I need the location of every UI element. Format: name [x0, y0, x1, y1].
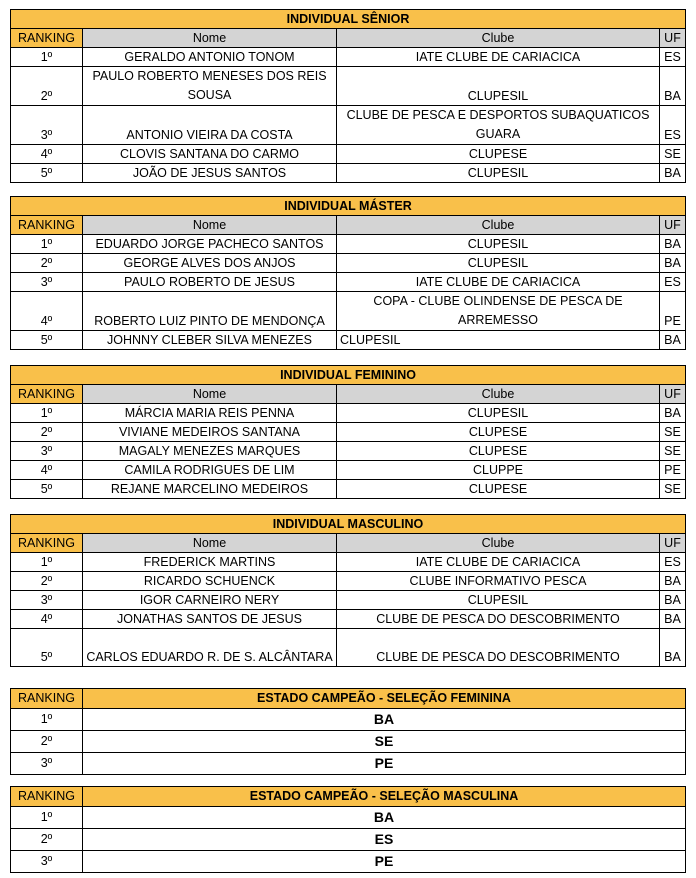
table-row	[11, 48, 686, 67]
uf-cell: BA	[660, 67, 686, 106]
uf-cell: ES	[660, 106, 686, 145]
section-title: INDIVIDUAL MÁSTER	[11, 197, 686, 216]
uf-cell: PE	[660, 292, 686, 331]
name-cell: CAMILA RODRIGUES DE LIM	[83, 461, 337, 480]
name-cell: VIVIANE MEDEIROS SANTANA	[83, 423, 337, 442]
name-cell: ROBERTO LUIZ PINTO DE MENDONÇA	[83, 292, 337, 331]
table-row	[11, 292, 686, 331]
club-cell: CLUPESIL	[337, 254, 660, 273]
col-header-ranking: RANKING	[11, 29, 83, 48]
table-row	[11, 423, 686, 442]
section-title: ESTADO CAMPEÃO - SELEÇÃO MASCULINA	[83, 787, 686, 807]
rank-cell: 4º	[11, 610, 83, 629]
club-cell: IATE CLUBE DE CARIACICA	[337, 48, 660, 67]
rank-cell: 5º	[11, 331, 83, 350]
rank-cell: 3º	[11, 442, 83, 461]
rank-cell: 2º	[11, 67, 83, 106]
club-cell: CLUBE DE PESCA DO DESCOBRIMENTO	[337, 610, 660, 629]
col-header-nome: Nome	[83, 29, 337, 48]
table-individual-feminino	[10, 365, 685, 499]
table-row	[11, 67, 686, 106]
uf-cell: BA	[660, 331, 686, 350]
table-row	[11, 404, 686, 423]
table-row	[11, 829, 686, 851]
table-estado-masculino	[10, 786, 685, 873]
table-row	[11, 851, 686, 873]
rank-cell: 1º	[11, 235, 83, 254]
table-row	[11, 164, 686, 183]
rank-cell: 5º	[11, 480, 83, 499]
table-row	[11, 254, 686, 273]
section-title: INDIVIDUAL SÊNIOR	[11, 10, 686, 29]
uf-cell: BA	[660, 235, 686, 254]
rank-cell: 3º	[11, 273, 83, 292]
table-row	[11, 610, 686, 629]
table-individual-master	[10, 196, 685, 350]
col-header-clube: Clube	[337, 534, 660, 553]
club-cell: COPA - CLUBE OLINDENSE DE PESCA DE ARREMESSO	[337, 292, 660, 331]
club-cell: CLUPESE	[337, 480, 660, 499]
table-row	[11, 480, 686, 499]
rank-cell: 5º	[11, 164, 83, 183]
col-header-uf: UF	[660, 29, 686, 48]
rank-cell: 2º	[11, 731, 83, 753]
rank-cell: 1º	[11, 404, 83, 423]
col-header-ranking: RANKING	[11, 534, 83, 553]
rank-cell: 2º	[11, 254, 83, 273]
name-cell: JOÃO DE JESUS SANTOS	[83, 164, 337, 183]
rank-cell: 3º	[11, 106, 83, 145]
col-header-ranking: RANKING	[11, 689, 83, 709]
uf-cell: PE	[660, 461, 686, 480]
uf-cell: BA	[660, 629, 686, 667]
club-cell: CLUPESIL	[337, 67, 660, 106]
col-header-uf: UF	[660, 385, 686, 404]
state-cell: PE	[83, 753, 686, 775]
table-row	[11, 331, 686, 350]
uf-cell: SE	[660, 442, 686, 461]
col-header-nome: Nome	[83, 534, 337, 553]
table-row	[11, 106, 686, 145]
col-header-ranking: RANKING	[11, 787, 83, 807]
rank-cell: 1º	[11, 709, 83, 731]
uf-cell: SE	[660, 145, 686, 164]
name-cell: CARLOS EDUARDO R. DE S. ALCÂNTARA	[83, 629, 337, 667]
table-row	[11, 553, 686, 572]
table-row	[11, 572, 686, 591]
name-cell: MÁRCIA MARIA REIS PENNA	[83, 404, 337, 423]
rank-cell: 3º	[11, 591, 83, 610]
rank-cell: 1º	[11, 553, 83, 572]
club-cell: CLUPESE	[337, 423, 660, 442]
section-title: INDIVIDUAL MASCULINO	[11, 515, 686, 534]
rank-cell: 2º	[11, 423, 83, 442]
club-cell: CLUPESIL	[337, 331, 660, 350]
club-cell: CLUPESIL	[337, 591, 660, 610]
uf-cell: BA	[660, 591, 686, 610]
col-header-ranking: RANKING	[11, 385, 83, 404]
table-estado-feminino	[10, 688, 685, 775]
name-cell: GEORGE ALVES DOS ANJOS	[83, 254, 337, 273]
table-row	[11, 629, 686, 667]
rank-cell: 1º	[11, 807, 83, 829]
table-row	[11, 461, 686, 480]
col-header-ranking: RANKING	[11, 216, 83, 235]
state-cell: SE	[83, 731, 686, 753]
name-cell: REJANE MARCELINO MEDEIROS	[83, 480, 337, 499]
rank-cell: 1º	[11, 48, 83, 67]
uf-cell: BA	[660, 254, 686, 273]
col-header-clube: Clube	[337, 385, 660, 404]
uf-cell: ES	[660, 553, 686, 572]
name-cell: RICARDO SCHUENCK	[83, 572, 337, 591]
uf-cell: SE	[660, 480, 686, 499]
uf-cell: BA	[660, 404, 686, 423]
rank-cell: 5º	[11, 629, 83, 667]
state-cell: BA	[83, 709, 686, 731]
rank-cell: 2º	[11, 572, 83, 591]
club-cell: CLUBE INFORMATIVO PESCA	[337, 572, 660, 591]
col-header-nome: Nome	[83, 216, 337, 235]
col-header-clube: Clube	[337, 216, 660, 235]
table-row	[11, 235, 686, 254]
rank-cell: 2º	[11, 829, 83, 851]
uf-cell: BA	[660, 610, 686, 629]
table-row	[11, 709, 686, 731]
table-individual-masculino	[10, 514, 685, 667]
uf-cell: SE	[660, 423, 686, 442]
col-header-uf: UF	[660, 534, 686, 553]
name-cell: PAULO ROBERTO DE JESUS	[83, 273, 337, 292]
section-title: ESTADO CAMPEÃO - SELEÇÃO FEMININA	[83, 689, 686, 709]
table-row	[11, 145, 686, 164]
col-header-uf: UF	[660, 216, 686, 235]
table-row	[11, 273, 686, 292]
table-row	[11, 753, 686, 775]
name-cell: IGOR CARNEIRO NERY	[83, 591, 337, 610]
table-row	[11, 442, 686, 461]
state-cell: BA	[83, 807, 686, 829]
club-cell: CLUPESIL	[337, 164, 660, 183]
name-cell: PAULO ROBERTO MENESES DOS REIS SOUSA	[83, 67, 337, 106]
table-row	[11, 731, 686, 753]
name-cell: JONATHAS SANTOS DE JESUS	[83, 610, 337, 629]
uf-cell: ES	[660, 48, 686, 67]
club-cell: CLUPESIL	[337, 235, 660, 254]
club-cell: CLUBE DE PESCA DO DESCOBRIMENTO	[337, 629, 660, 667]
table-individual-senior	[10, 9, 685, 183]
rank-cell: 3º	[11, 753, 83, 775]
name-cell: JOHNNY CLEBER SILVA MENEZES	[83, 331, 337, 350]
state-cell: PE	[83, 851, 686, 873]
club-cell: IATE CLUBE DE CARIACICA	[337, 553, 660, 572]
rank-cell: 4º	[11, 292, 83, 331]
rank-cell: 4º	[11, 461, 83, 480]
section-title: INDIVIDUAL FEMININO	[11, 366, 686, 385]
col-header-clube: Clube	[337, 29, 660, 48]
name-cell: ANTONIO VIEIRA DA COSTA	[83, 106, 337, 145]
uf-cell: BA	[660, 572, 686, 591]
uf-cell: ES	[660, 273, 686, 292]
table-row	[11, 591, 686, 610]
state-cell: ES	[83, 829, 686, 851]
club-cell: CLUPESE	[337, 442, 660, 461]
club-cell: CLUPPE	[337, 461, 660, 480]
col-header-nome: Nome	[83, 385, 337, 404]
rank-cell: 3º	[11, 851, 83, 873]
name-cell: EDUARDO JORGE PACHECO SANTOS	[83, 235, 337, 254]
name-cell: CLOVIS SANTANA DO CARMO	[83, 145, 337, 164]
club-cell: CLUBE DE PESCA E DESPORTOS SUBAQUATICOS GUARA	[337, 106, 660, 145]
uf-cell: BA	[660, 164, 686, 183]
club-cell: CLUPESE	[337, 145, 660, 164]
table-row	[11, 807, 686, 829]
club-cell: IATE CLUBE DE CARIACICA	[337, 273, 660, 292]
rank-cell: 4º	[11, 145, 83, 164]
name-cell: GERALDO ANTONIO TONOM	[83, 48, 337, 67]
club-cell: CLUPESIL	[337, 404, 660, 423]
name-cell: MAGALY MENEZES MARQUES	[83, 442, 337, 461]
name-cell: FREDERICK MARTINS	[83, 553, 337, 572]
